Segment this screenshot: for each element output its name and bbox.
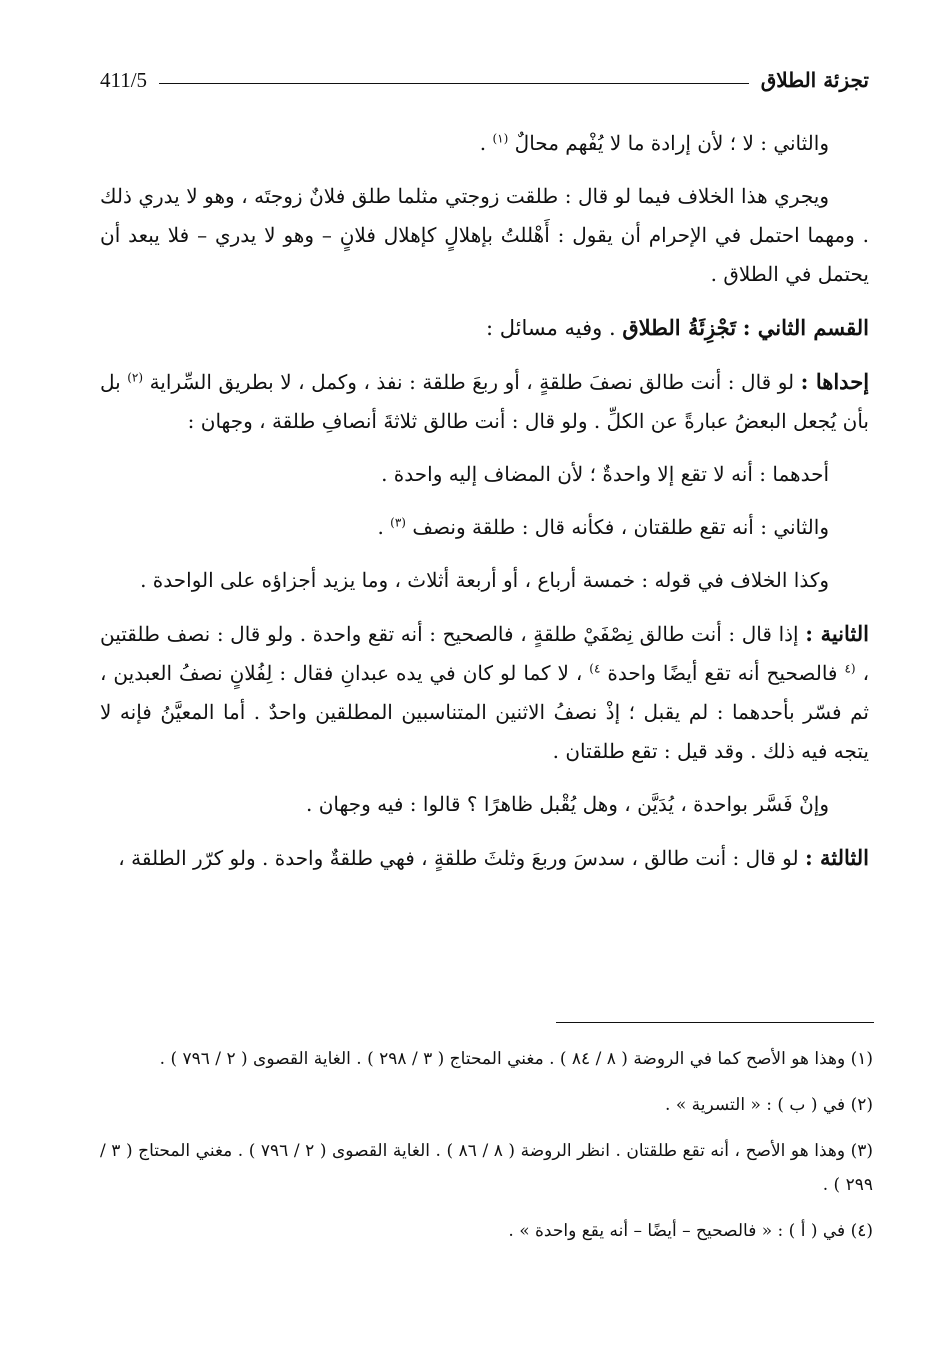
header-rule <box>159 83 749 84</box>
page-number: 411/5 <box>100 67 148 92</box>
footnote-separator <box>556 1022 874 1023</box>
section-title: تَجْزِئَةُ الطلاق <box>622 315 737 340</box>
footnotes <box>100 1042 873 1260</box>
issue-2: الثانية : إذا قال : أنت طالق نِصْفَيْ طلقةٍ ، فالصحيح : أنه تقع واحدة . ولو قال : نصف طلقتين ، $^{(٤}$ فالصحيح أنه تقع أيضًا واحدة $^{٤)}$ ، لا كما لو كان في يده عبدانِ فقال : لِفُلانٍ نصفُ العبدين ، ثم فسّر بأحدهما : لم يقبل ؛ إذْ نصفُ الاثنين المتناسبين المطلقين واحدٌ . أما المعيَّنُ فإنه لا يتجه فيه ذلك . وقد قيل : تقع طلقتان . <box>100 621 870 763</box>
paragraph: وكذا الخلاف في قوله : خمسة أرباع ، أو أربعة أثلاث ، وما يزيد أجزاؤه على الواحدة . <box>140 568 829 592</box>
issue-label: إحداها : <box>800 369 870 394</box>
issue-label: الثانية : <box>805 621 869 646</box>
issue-3: الثالثة : لو قال : أنت طالق ، سدسَ وربعَ وثلثَ طلقةٍ ، فهي طلقةٌ واحدة . ولو كرّر الطلقة ، <box>118 845 869 870</box>
header-title: تجزئة الطلاق <box>760 68 869 92</box>
paragraph: والثاني : لا ؛ لأن إرادة ما لا يُفْهم محالٌ $^{(١)}$ . <box>479 131 829 155</box>
issue-1: إحداها : لو قال : أنت طالق نصفَ طلقةٍ ، أو ربعَ طلقة : نفذ ، وكمل ، لا بطريق السِّراية $^{(٢)}$ بل بأن يُجعل البعضُ عبارةً عن الكلِّ . ولو قال : أنت طالق ثلاثةَ أنصافِ طلقة ، وجهان : <box>100 369 870 433</box>
section-heading <box>100 308 869 348</box>
paragraph: ويجري هذا الخلاف فيما لو قال : طلقت زوجتي مثلما طلق فلانٌ زوجتَه ، وهو لا يدري ذلك . ومهما احتمل في الإحرام أن يقول : أَهْللتُ بإهلالٍ كإهلال فلانٍ – وهو لا يدري – فلا يبعد أن يحتمل في الطلاق . <box>100 184 869 286</box>
footnote-ref: (٣) <box>390 515 406 530</box>
section-lead: القسم الثاني : <box>742 315 869 340</box>
issue-label: الثالثة : <box>804 845 869 870</box>
section-rest: . وفيه مسائل : <box>485 316 616 340</box>
footnote: (٣) وهذا هو الأصح ، أنه تقع طلقتان . انظر الروضة ( ٨ / ٨٦ ) . الغاية القصوى ( ٢ / ٧٩٦ ) . مغني المحتاج ( ٣ / ٢٩٩ ) . <box>100 1141 873 1195</box>
footnote-ref: (٤ <box>844 661 856 676</box>
paragraph: أحدهما : أنه لا تقع إلا واحدةٌ ؛ لأن المضاف إليه واحدة . <box>381 462 829 486</box>
footnote: (١) وهذا هو الأصح كما في الروضة ( ٨ / ٨٤ ) . مغني المحتاج ( ٣ / ٢٩٨ ) . الغاية القصوى ( ٢ / ٧٩٦ ) . <box>159 1049 873 1069</box>
footnote: (٤) في ( أ ) : « فالصحيح – أيضًا – أنه يقع واحدة » . <box>508 1221 873 1241</box>
paragraph: وإنْ فَسَّر بواحدة ، يُدَيَّن ، وهل يُقْبل ظاهرًا ؟ قالوا : فيه وجهان . <box>306 792 829 816</box>
footnote-ref: ٤) <box>589 661 601 676</box>
footnote: (٢) في ( ب ) : « التسرية » . <box>665 1095 873 1115</box>
running-header <box>100 62 869 98</box>
paragraph: والثاني : أنه تقع طلقتان ، فكأنه قال : طلقة ونصف $^{(٣)}$ . <box>377 515 829 539</box>
footnote-ref: (١) <box>492 131 509 146</box>
footnote-ref: (٢) <box>127 370 144 385</box>
main-text <box>100 124 869 892</box>
